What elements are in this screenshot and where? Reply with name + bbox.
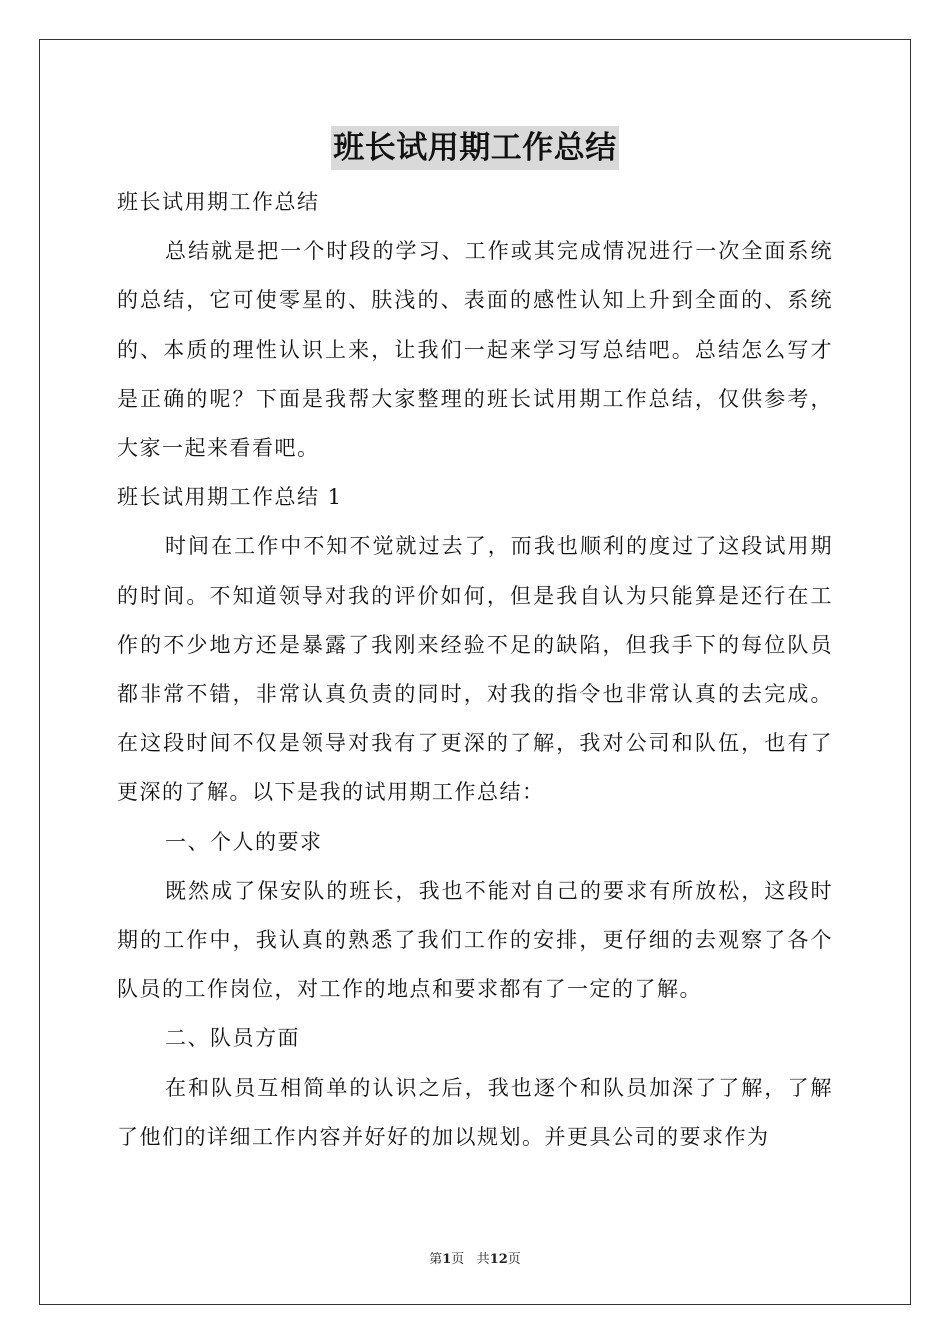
paragraph-heading-personal: 一、个人的要求 <box>165 829 323 854</box>
footer-total-pages: 12 <box>489 1252 508 1267</box>
paragraph-section-heading: 班长试用期工作总结 1 <box>117 485 343 510</box>
footer-page-suffix: 页 <box>451 1252 465 1267</box>
page-footer <box>0 1248 950 1267</box>
paragraph-subtitle: 班长试用期工作总结 <box>117 190 320 214</box>
document-body <box>117 178 833 1162</box>
paragraph-intro: 总结就是把一个时段的学习、工作或其完成情况进行一次全面系统的总结，它可使零星的、肤浅的、表面的感性认知上升到全面的、系统的、本质的理性认识上来，让我们一起来学习写总结吧。总结怎么写才是正确的呢？下面是我帮大家整理的班长试用期工作总结，仅供参考，大家一起来看看吧。 <box>117 239 833 461</box>
footer-total-prefix: 共 <box>476 1252 490 1267</box>
paragraph-heading-team: 二、队员方面 <box>165 1026 300 1051</box>
title-container <box>0 126 950 170</box>
document-title: 班长试用期工作总结 <box>331 126 619 170</box>
footer-page-number: 1 <box>442 1252 452 1267</box>
paragraph-body: 既然成了保安队的班长，我也不能对自己的要求有所放松，这段时期的工作中，我认真的熟悉了我们工作的安排，更仔细的去观察了各个队员的工作岗位，对工作的地点和要求都有了一定的了解。 <box>117 878 833 1002</box>
paragraph-body: 时间在工作中不知不觉就过去了，而我也顺利的度过了这段试用期的时间。不知道领导对我的评价如何，但是我自认为只能算是还行在工作的不少地方还是暴露了我刚来经验不足的缺陷，但我手下的每位队员都非常不错，非常认真负责的同时，对我的指令也非常认真的去完成。在这段时间不仅是领导对我有了更深的了解，我对公司和队伍，也有了更深的了解。以下是我的试用期工作总结： <box>117 534 833 805</box>
paragraph-body: 在和队员互相简单的认识之后，我也逐个和队员加深了了解，了解了他们的详细工作内容并好好的加以规划。并更具公司的要求作为 <box>117 1075 833 1149</box>
footer-prefix: 第 <box>429 1252 443 1267</box>
footer-total-suffix: 页 <box>507 1252 521 1267</box>
